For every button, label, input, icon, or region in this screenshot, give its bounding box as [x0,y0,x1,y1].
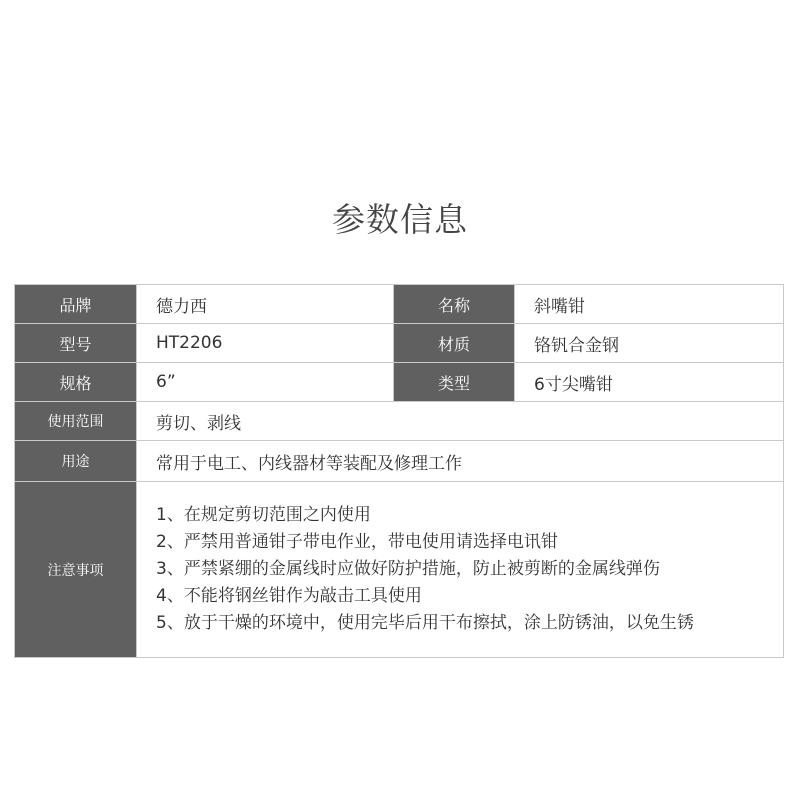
table-row [15,402,784,441]
brand-value: 德力西 [137,285,394,324]
note-item-5: 5、放于干燥的环境中，使用完毕后用干布擦拭，涂上防锈油，以免生锈 [156,613,694,633]
note-item-1: 1、在规定剪切范围之内使用 [156,505,371,525]
model-value: HT2206 [137,324,394,363]
table-row [15,363,784,402]
material-value: 铬钒合金钢 [515,324,784,363]
type-label: 类型 [394,363,515,402]
notes-list [156,492,783,647]
type-value: 6寸尖嘴钳 [515,363,784,402]
table-row [15,324,784,363]
note-item-2: 2、严禁用普通钳子带电作业，带电使用请选择电讯钳 [156,532,558,552]
notes-label: 注意事项 [15,482,137,658]
note-item-3: 3、严禁紧绷的金属线时应做好防护措施，防止被剪断的金属线弹伤 [156,559,660,579]
scope-label: 使用范围 [15,402,137,441]
table-row [15,441,784,482]
model-label: 型号 [15,324,137,363]
brand-label: 品牌 [15,285,137,324]
scope-value: 剪切、剥线 [137,402,784,441]
usage-label: 用途 [15,441,137,482]
table-row [15,285,784,324]
name-label: 名称 [394,285,515,324]
name-value: 斜嘴钳 [515,285,784,324]
page-title: 参数信息 [332,200,468,239]
size-label: 规格 [15,363,137,402]
notes-cell [137,482,784,658]
usage-value: 常用于电工、内线器材等装配及修理工作 [137,441,784,482]
size-value: 6” [137,363,394,402]
note-item-4: 4、不能将钢丝钳作为敲击工具使用 [156,586,422,606]
spec-table [14,284,784,658]
table-row [15,482,784,658]
material-label: 材质 [394,324,515,363]
